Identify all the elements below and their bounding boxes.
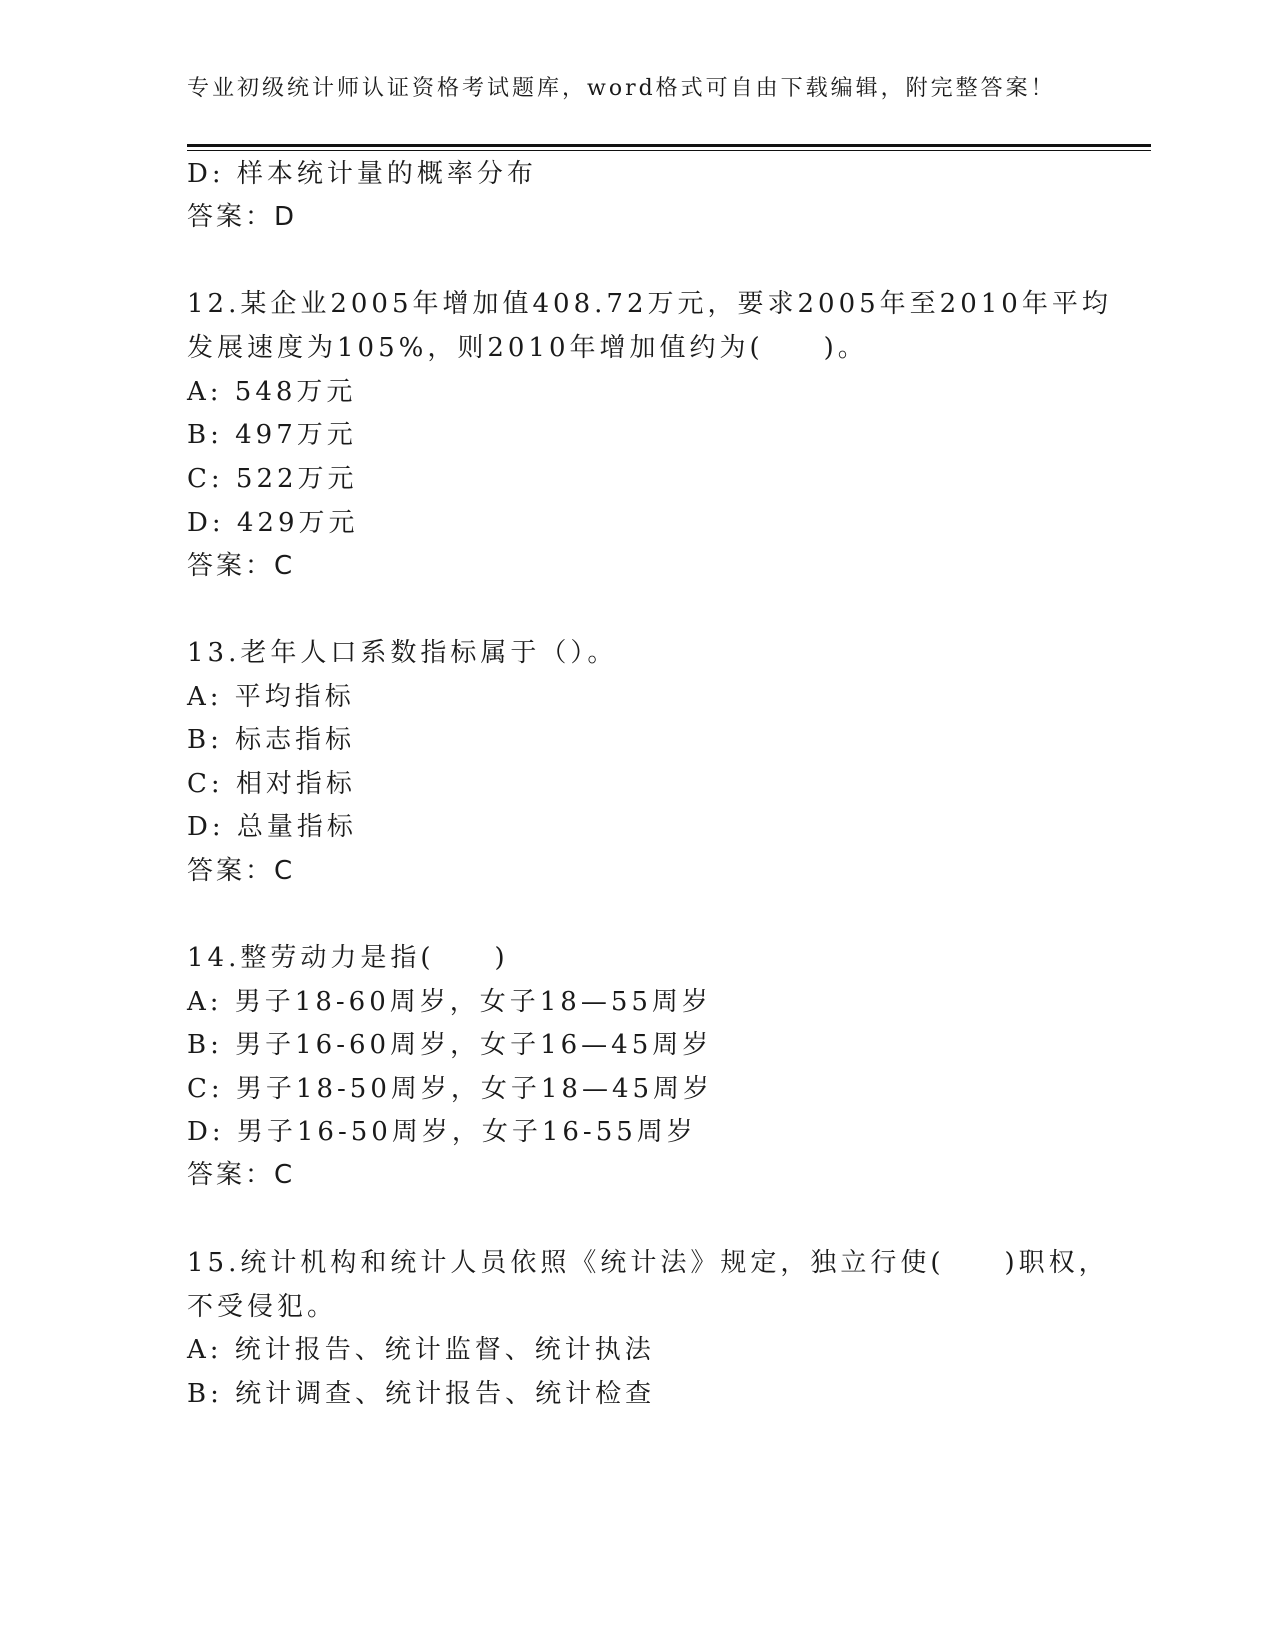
option-d: D: 男子16-50周岁，女子16-55周岁 [187,1117,697,1147]
option-d: D: 429万元 [187,508,359,538]
option-a: A: 统计报告、统计监督、统计执法 [187,1335,655,1365]
option-b: B: 497万元 [187,420,357,450]
question-stem: 13.老年人口系数指标属于（）。 [187,638,618,668]
question-stem: 14.整劳动力是指( ) [187,943,509,973]
option-b: B: 统计调查、统计报告、统计检查 [187,1379,656,1409]
header-title: 专业初级统计师认证资格考试题库，word格式可自由下载编辑，附完整答案！ [187,76,1056,101]
option-b: B: 标志指标 [187,725,356,755]
question-stem-cont: 发展速度为105%，则2010年增加值约为( )。 [187,333,868,363]
option-c: C: 相对指标 [187,769,356,799]
option-c: C: 522万元 [187,464,358,494]
option-a: A: 548万元 [187,377,357,407]
option-c: C: 男子18-50周岁，女子18—45周岁 [187,1074,714,1104]
question-stem: 15.统计机构和统计人员依照《统计法》规定，独立行使( )职权， [187,1248,1109,1278]
header-rule-thick [187,144,1151,147]
option-b: B: 男子16-60周岁，女子16—45周岁 [187,1030,713,1060]
header-rule-thin [187,150,1151,151]
option-a: A: 平均指标 [187,682,355,712]
question-stem-cont: 不受侵犯。 [187,1292,338,1322]
option-d: D: 样本统计量的概率分布 [187,159,537,189]
answer: 答案：C [187,1160,296,1190]
answer: 答案：C [187,551,296,581]
option-d: D: 总量指标 [187,812,357,842]
option-a: A: 男子18-60周岁，女子18—55周岁 [187,987,712,1017]
answer: 答案：D [187,202,298,232]
answer: 答案：C [187,856,296,886]
question-stem: 12.某企业2005年增加值408.72万元，要求2005年至2010年平均 [187,289,1112,319]
